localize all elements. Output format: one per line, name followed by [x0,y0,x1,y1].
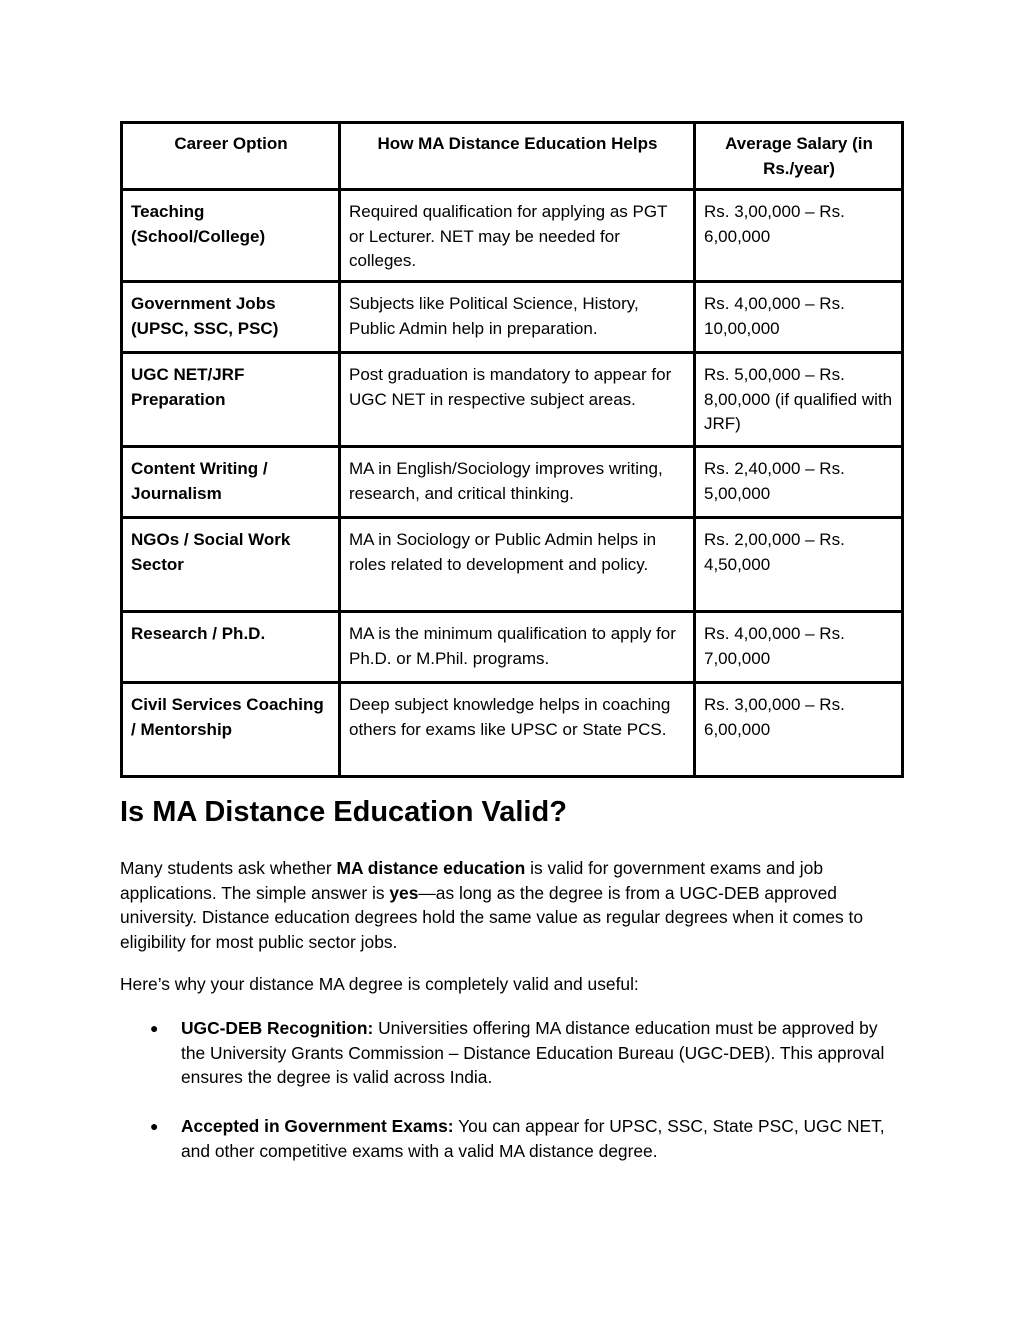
list-item [120,1114,901,1163]
salary-cell: Rs. 2,00,000 – Rs. 4,50,000 [695,518,903,612]
salary-cell: Rs. 3,00,000 – Rs. 6,00,000 [695,683,903,777]
table-row [122,447,903,518]
paragraph-bold-text: yes [389,882,419,903]
salary-cell: Rs. 4,00,000 – Rs. 7,00,000 [695,612,903,683]
helps-cell: Subjects like Political Science, History, Public Admin help in preparation. [340,282,695,353]
bullet-icon: ● [150,1118,159,1134]
header-average-salary: Average Salary (in Rs./year) [695,123,903,190]
helps-cell: MA in English/Sociology improves writing, research, and critical thinking. [340,447,695,518]
salary-cell: Rs. 4,00,000 – Rs. 10,00,000 [695,282,903,353]
validity-points-list [120,1016,910,1188]
bullet-icon: ● [150,1020,159,1036]
section-heading: Is MA Distance Education Valid? [120,796,567,828]
helps-cell: Required qualification for applying as PGT or Lecturer. NET may be needed for colleges. [340,190,695,282]
salary-cell: Rs. 5,00,000 – Rs. 8,00,000 (if qualified with JRF) [695,353,903,447]
helps-cell: MA is the minimum qualification to apply for Ph.D. or M.Phil. programs. [340,612,695,683]
paragraph-bold-text: MA distance education [336,858,526,878]
helps-cell: Post graduation is mandatory to appear for UGC NET in respective subject areas. [340,353,695,447]
table-row [122,683,903,777]
list-item [120,1016,901,1090]
table-row [122,612,903,683]
career-cell: Civil Services Coaching / Mentorship [122,683,340,777]
table-row [122,353,903,447]
salary-cell: Rs. 3,00,000 – Rs. 6,00,000 [695,190,903,282]
intro-paragraph: Here’s why your distance MA degree is completely valid and useful: [120,974,639,994]
point-text: You can appear for UPSC, SSC, State PSC, UGC NET, and other competitive exams with a valid MA distance degree. [181,1116,885,1161]
helps-cell: MA in Sociology or Public Admin helps in roles related to development and policy. [340,518,695,612]
career-options-table [120,121,904,778]
table-row [122,282,903,353]
validity-paragraph [120,856,910,954]
helps-cell: Deep subject knowledge helps in coaching others for exams like UPSC or State PCS. [340,683,695,777]
table-header-row [122,123,903,190]
career-cell: Research / Ph.D. [122,612,340,683]
point-title: UGC-DEB Recognition: [181,1018,374,1038]
table-row [122,190,903,282]
career-cell: Content Writing / Journalism [122,447,340,518]
paragraph-text: Many students ask whether [120,858,337,878]
career-cell: NGOs / Social Work Sector [122,518,340,612]
career-cell: Teaching (School/College) [122,190,340,282]
point-title: Accepted in Government Exams: [181,1116,454,1136]
table-row [122,518,903,612]
career-cell: Government Jobs (UPSC, SSC, PSC) [122,282,340,353]
point-text: Universities offering MA distance education must be approved by the University Grants Commission – Distance Education Bureau (UGC-DEB). This approval ensures the degree is valid across India. [181,1018,885,1087]
career-cell: UGC NET/JRF Preparation [122,353,340,447]
paragraph-text: is valid for government exams and job applications. The simple answer is [120,858,824,903]
paragraph-text: —as long as the degree is from a UGC-DEB approved university. Distance education degrees hold the same value as regular degrees when it comes to eligibility for most public sector jobs. [120,882,864,952]
header-how-helps: How MA Distance Education Helps [340,123,695,190]
salary-cell: Rs. 2,40,000 – Rs. 5,00,000 [695,447,903,518]
header-career-option: Career Option [122,123,340,190]
